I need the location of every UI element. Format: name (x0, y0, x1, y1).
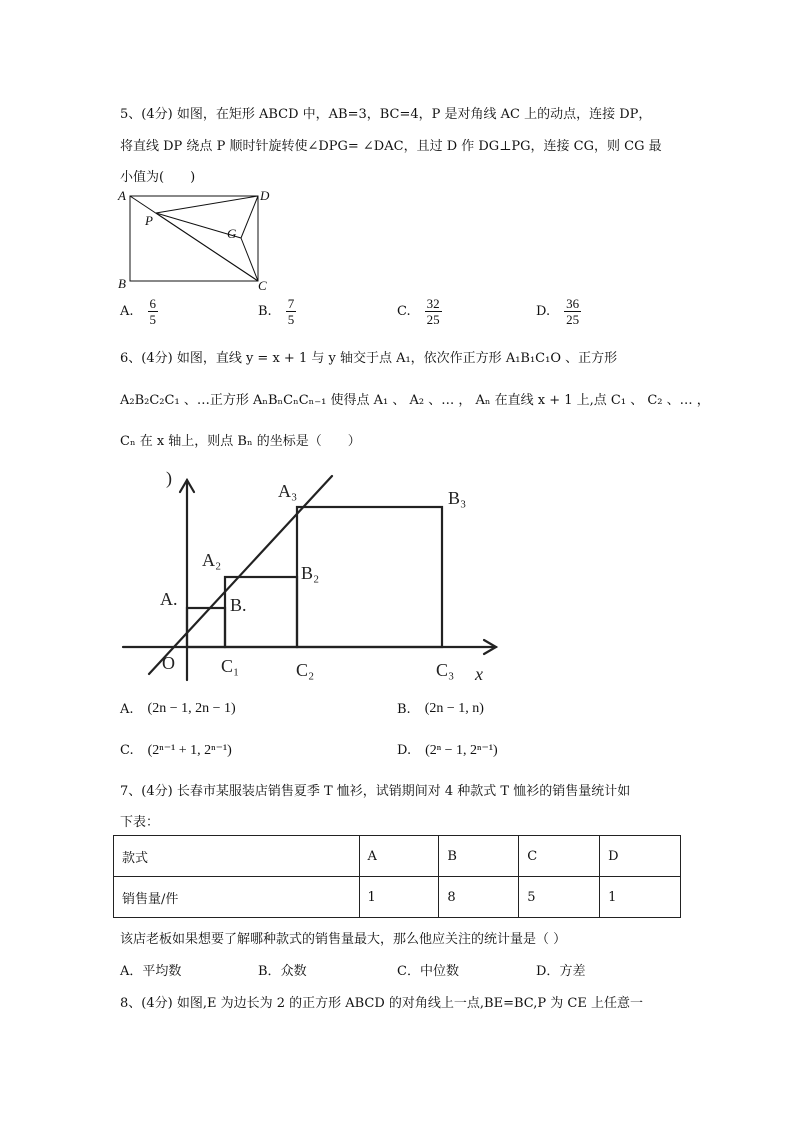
q6-option-d-expr: (2ⁿ − 1, 2ⁿ⁻¹) (425, 743, 498, 758)
q5-line-1: 5、(4分) 如图，在矩形 ABCD 中，AB=3，BC=4，P 是对角线 AC 上的动点，连接 DP， (120, 107, 652, 122)
table-cell: A (359, 836, 439, 877)
table-row (114, 877, 681, 918)
label-a2: A₂ (202, 550, 222, 570)
q7-option-a-text: 平均数 (142, 964, 182, 979)
q5-option-d-fraction: $\frac{36}{25}$ (566, 296, 580, 327)
label-b1: B. (230, 595, 247, 615)
q6-option-a-expr: (2n − 1, 2n − 1) (147, 701, 236, 716)
q5-option-b[interactable] (258, 296, 296, 327)
q7-option-d-text: 方差 (559, 964, 586, 979)
q6-option-b[interactable] (397, 701, 484, 717)
label-c2: C₂ (296, 660, 315, 680)
label-c1: C₁ (221, 656, 240, 676)
q6-option-a[interactable] (120, 701, 236, 717)
label-b: B (118, 276, 126, 291)
table-cell: C (519, 836, 600, 877)
q7-option-a-letter: A． (120, 964, 143, 979)
table-cell: 1 (600, 877, 681, 918)
label-a3: A₃ (278, 481, 298, 501)
q6-option-c-expr: (2ⁿ⁻¹ + 1, 2ⁿ⁻¹) (147, 743, 232, 758)
table-header-row (114, 836, 681, 877)
q6-line-1: 6、(4分) 如图，直线 y = x + 1 与 y 轴交于点 A₁，依次作正方形 A₁B₁C₁O 、正方形 (120, 351, 618, 366)
q5-option-d[interactable] (536, 296, 581, 327)
q7-option-b-letter: B． (258, 964, 281, 979)
table-cell: 1 (359, 877, 439, 918)
q7-option-b-text: 众数 (280, 964, 307, 979)
table-cell: 5 (519, 877, 600, 918)
q7-option-a[interactable] (120, 960, 181, 979)
q6-option-b-expr: (2n − 1, n) (424, 701, 484, 716)
q7-option-d-letter: D． (536, 964, 560, 979)
label-b2: B₂ (301, 563, 320, 583)
segment-gc (241, 238, 258, 281)
q5-line-2: 将直线 DP 绕点 P 顺时针旋转使∠DPG= ∠DAC，且过 D 作 DG⊥PG，连接 CG，则 CG 最 (120, 139, 662, 154)
table-cell: B (439, 836, 519, 877)
label-p: P (145, 213, 153, 228)
table-cell: D (600, 836, 681, 877)
q6-option-d[interactable] (397, 742, 498, 759)
q7-option-b[interactable] (258, 960, 307, 979)
table-cell: 款式 (114, 836, 360, 877)
label-y-axis: ) (166, 468, 172, 488)
q5-option-c-fraction: $\frac{32}{25}$ (426, 296, 440, 327)
label-x-axis: x (475, 664, 483, 684)
q5-option-d-letter: D. (536, 304, 551, 319)
table-cell: 8 (439, 877, 519, 918)
q6-option-b-letter: B. (397, 701, 411, 717)
q6-option-c[interactable] (120, 742, 232, 759)
q5-option-b-fraction: $\frac{7}{5}$ (287, 296, 295, 327)
q7-question: 该店老板如果想要了解哪种款式的销售量最大，那么他应关注的统计量是（ ） (120, 932, 567, 947)
label-b3: B₃ (448, 488, 467, 508)
q7-line-1: 7、(4分) 长春市某服装店销售夏季 T 恤衫，试销期间对 4 种款式 T 恤衫的销售量统计如 (120, 784, 631, 799)
q5-option-a-letter: A. (120, 304, 134, 319)
q5-line-3: 小值为( ) (120, 170, 196, 185)
q5-option-c-letter: C. (397, 304, 411, 319)
q7-sales-table (113, 835, 681, 918)
q6-option-d-letter: D. (397, 743, 412, 758)
q6-line-2: A₂B₂C₂C₁ 、…正方形 AₙBₙCₙCₙ₋₁ 使得点 A₁ 、 A₂ 、… ， Aₙ 在直线 x + 1 上,点 C₁ 、 C₂ 、… ， (120, 393, 710, 408)
q6-line-3: Cₙ 在 x 轴上，则点 Bₙ 的坐标是（ ） (120, 434, 361, 449)
q5-option-b-letter: B. (258, 304, 272, 319)
q7-option-c-letter: C． (397, 964, 420, 979)
q5-option-c[interactable] (397, 296, 442, 327)
q7-option-d[interactable] (536, 960, 585, 979)
segment-pd (156, 196, 258, 213)
label-a1: A. (160, 589, 178, 609)
q6-option-a-letter: A. (120, 701, 134, 717)
segment-gd (241, 196, 258, 238)
q8-line-1: 8、(4分) 如图,E 为边长为 2 的正方形 ABCD 的对角线上一点,BE=BC,P 为 CE 上任意一 (120, 996, 643, 1011)
label-g: G (227, 226, 237, 241)
label-c: C (258, 278, 267, 292)
label-c3: C₃ (436, 660, 455, 680)
q6-option-c-letter: C. (120, 743, 134, 758)
q5-rectangle-figure (116, 186, 276, 292)
q7-line-2: 下表： (120, 815, 160, 830)
label-a: A (118, 188, 126, 203)
q7-option-c-text: 中位数 (419, 964, 459, 979)
q6-squares-figure (118, 466, 503, 688)
segment-pc (156, 213, 258, 281)
q7-option-c[interactable] (397, 960, 459, 979)
table-cell: 销售量/件 (114, 877, 360, 918)
q5-option-a-fraction: $\frac{6}{5}$ (149, 296, 157, 327)
q5-option-a[interactable] (120, 296, 158, 327)
label-d: D (260, 188, 270, 203)
label-origin: O (162, 653, 175, 673)
